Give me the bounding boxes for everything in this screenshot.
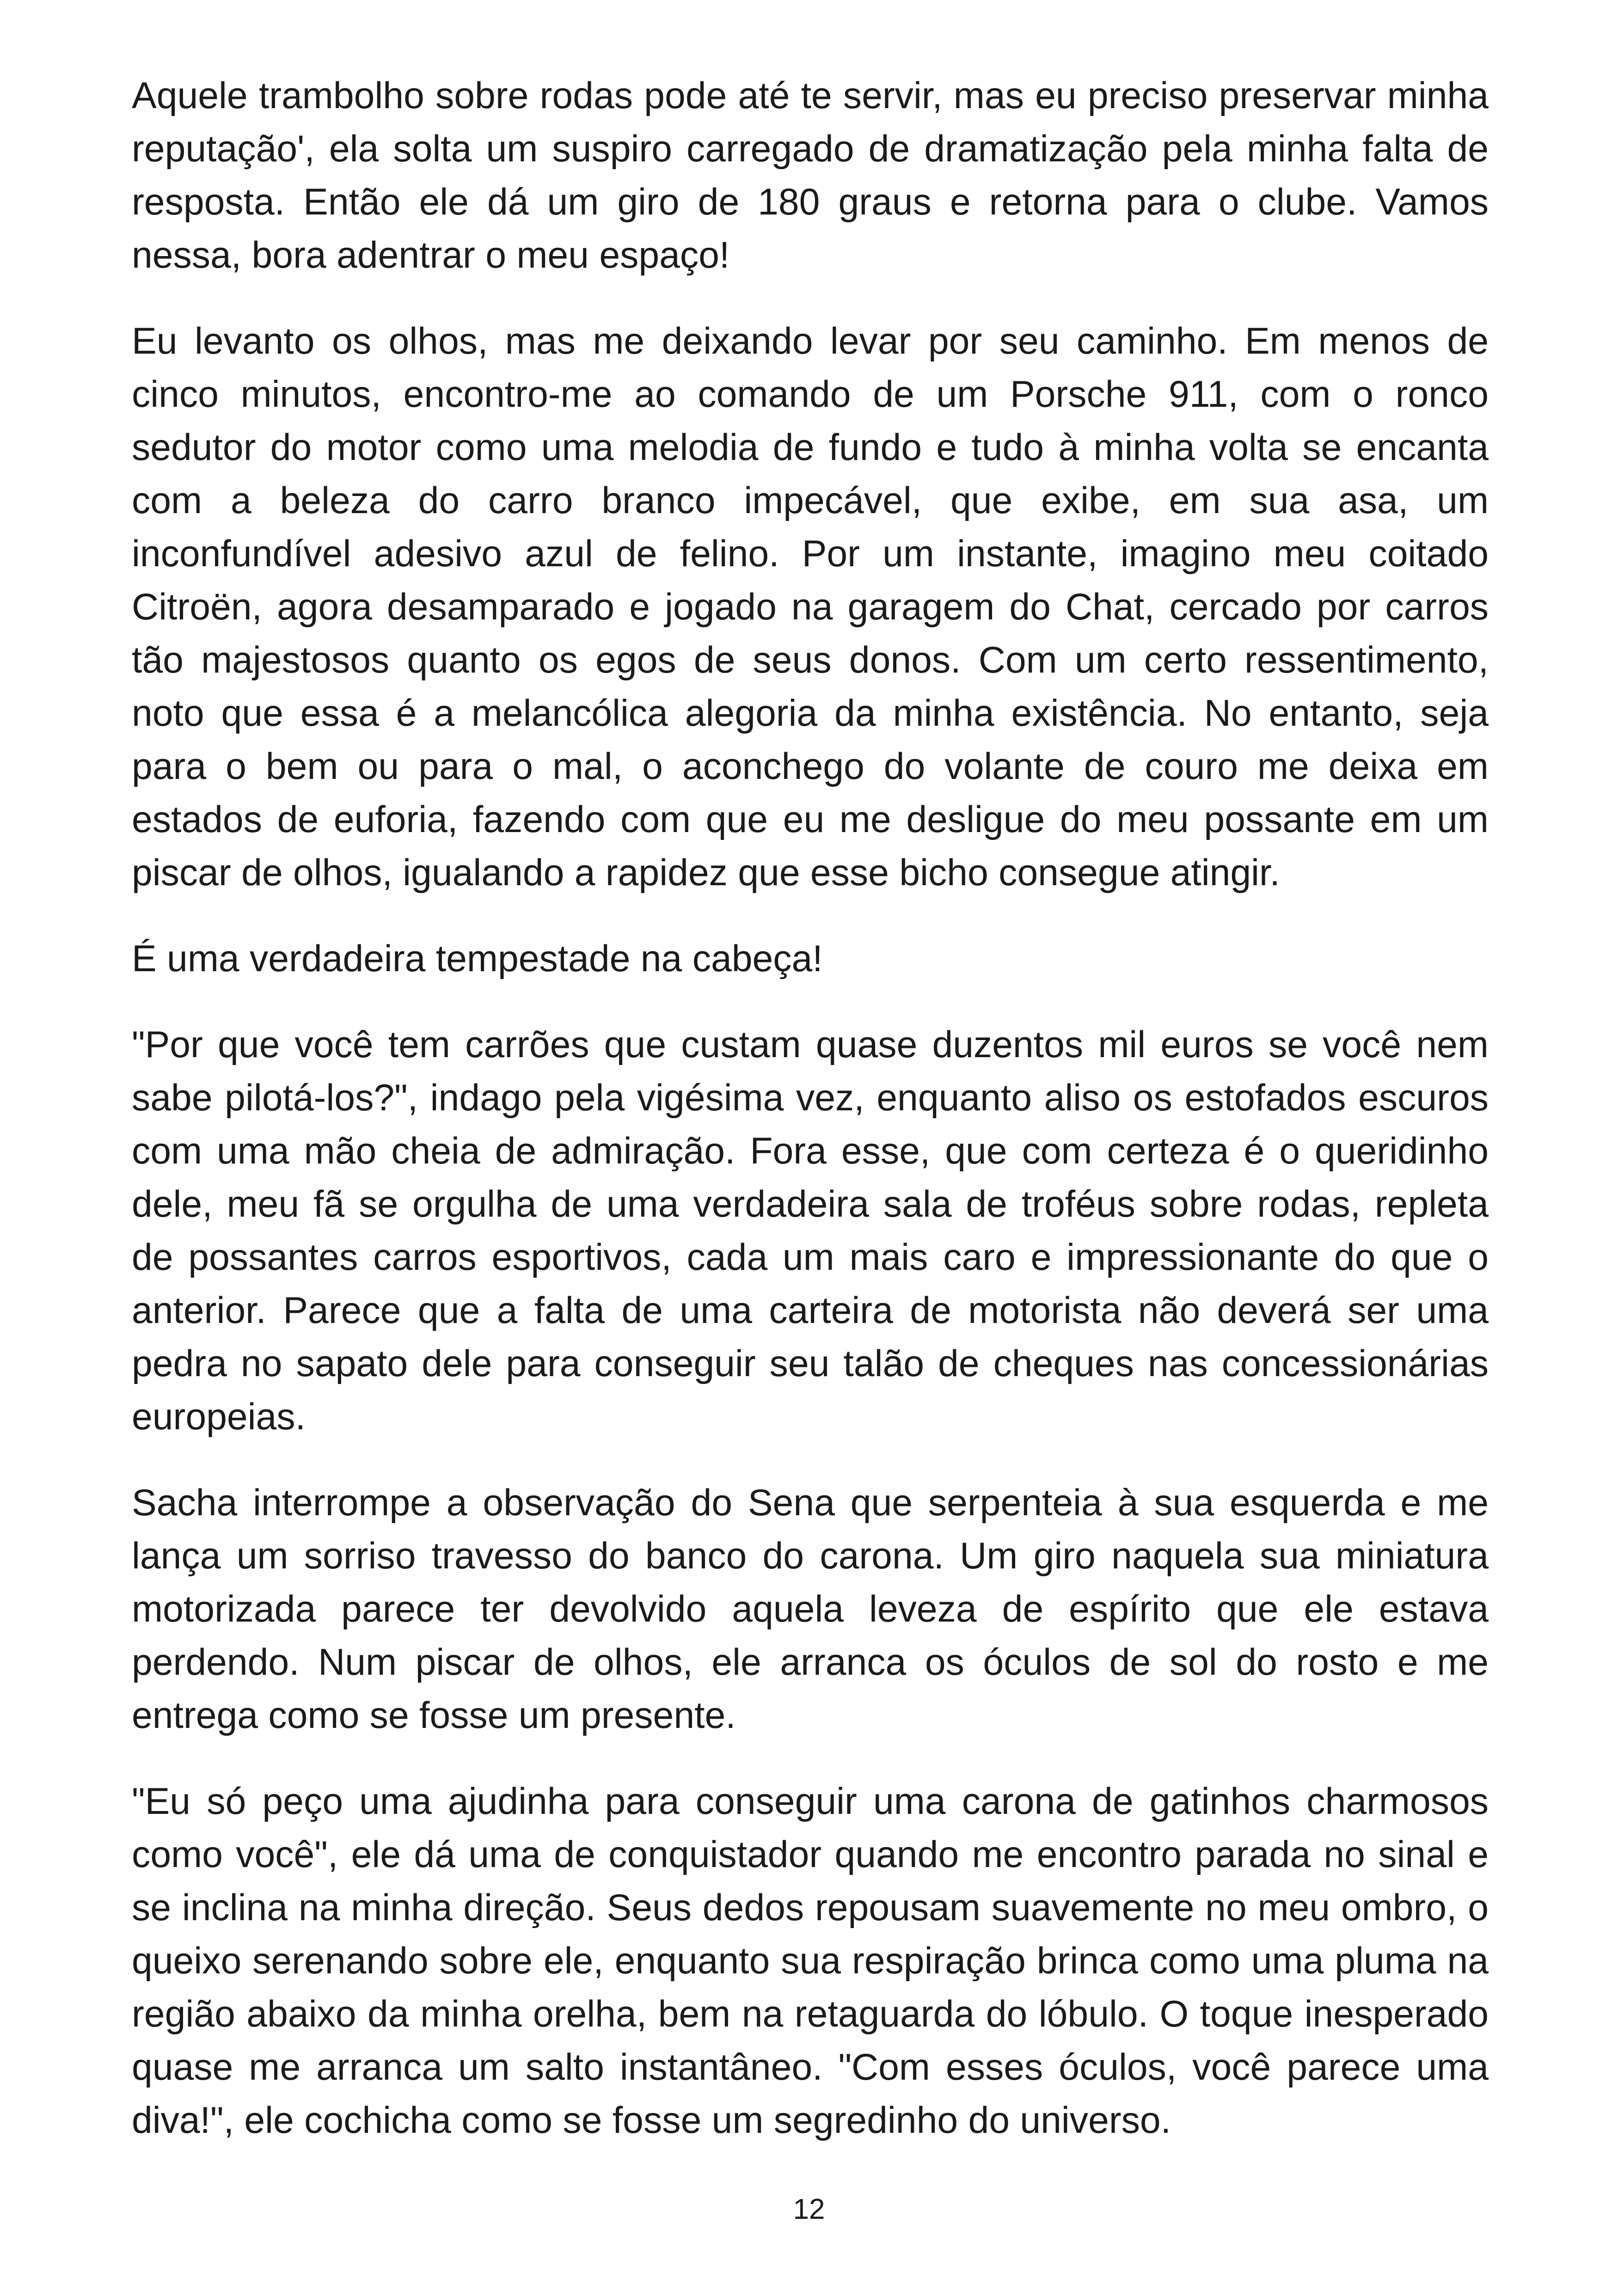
page-number: 12 — [793, 2193, 825, 2225]
paragraph-3: É uma verdadeira tempestade na cabeça! — [132, 938, 823, 980]
body-text — [132, 69, 1489, 2147]
paragraph-2: Eu levanto os olhos, mas me deixando levar por seu caminho. Em menos de cinco minutos, encontro-me ao comando de um Porsche 911, com o ronco sedutor do motor como uma melodia de fundo e tudo à minha volta se encanta com a beleza do carro branco impecável, que exibe, em sua asa, um inconfundível adesivo azul de felino. Por um instante, imagino meu coitado Citroën, agora desamparado e jogado na garagem do Chat, cercado por carros tão majestosos quanto os egos de seus donos. Com um certo ressentimento, noto que essa é a melancólica alegoria da minha existência. No entanto, seja para o bem ou para o mal, o aconchego do volante de couro me deixa em estados de euforia, fazendo com que eu me desligue do meu possante em um piscar de olhos, igualando a rapidez que esse bicho consegue atingir. — [132, 320, 1489, 894]
paragraph-1: Aquele trambolho sobre rodas pode até te servir, mas eu preciso preservar minha reputação', ela solta um suspiro carregado de dramatização pela minha falta de resposta. Então ele dá um giro de 180 graus e retorna para o clube. Vamos nessa, bora adentrar o meu espaço! — [132, 75, 1489, 276]
paragraph-4: "Por que você tem carrões que custam quase duzentos mil euros se você nem sabe pilotá-los?", indago pela vigésima vez, enquanto aliso os estofados escuros com uma mão cheia de admiração. Fora esse, que com certeza é o queridinho dele, meu fã se orgulha de uma verdadeira sala de troféus sobre rodas, repleta de possantes carros esportivos, cada um mais caro e impressionante do que o anterior. Parece que a falta de uma carteira de motorista não deverá ser uma pedra no sapato dele para conseguir seu talão de cheques nas concessionárias europeias. — [132, 1024, 1489, 1438]
paragraph-6: "Eu só peço uma ajudinha para conseguir uma carona de gatinhos charmosos como você", ele dá uma de conquistador quando me encontro parada no sinal e se inclina na minha direção. Seus dedos repousam suavemente no meu ombro, o queixo serenando sobre ele, enquanto sua respiração brinca como uma pluma na região abaixo da minha orelha, bem na retaguarda do lóbulo. O toque inesperado quase me arranca um salto instantâneo. "Com esses óculos, você parece uma diva!", ele cochicha como se fosse um segredinho do universo. — [132, 1781, 1489, 2141]
paragraph-5: Sacha interrompe a observação do Sena que serpenteia à sua esquerda e me lança um sorriso travesso do banco do carona. Um giro naquela sua miniatura motorizada parece ter devolvido aquela leveza de espírito que ele estava perdendo. Num piscar de olhos, ele arranca os óculos de sol do rosto e me entrega como se fosse um presente. — [132, 1482, 1489, 1736]
